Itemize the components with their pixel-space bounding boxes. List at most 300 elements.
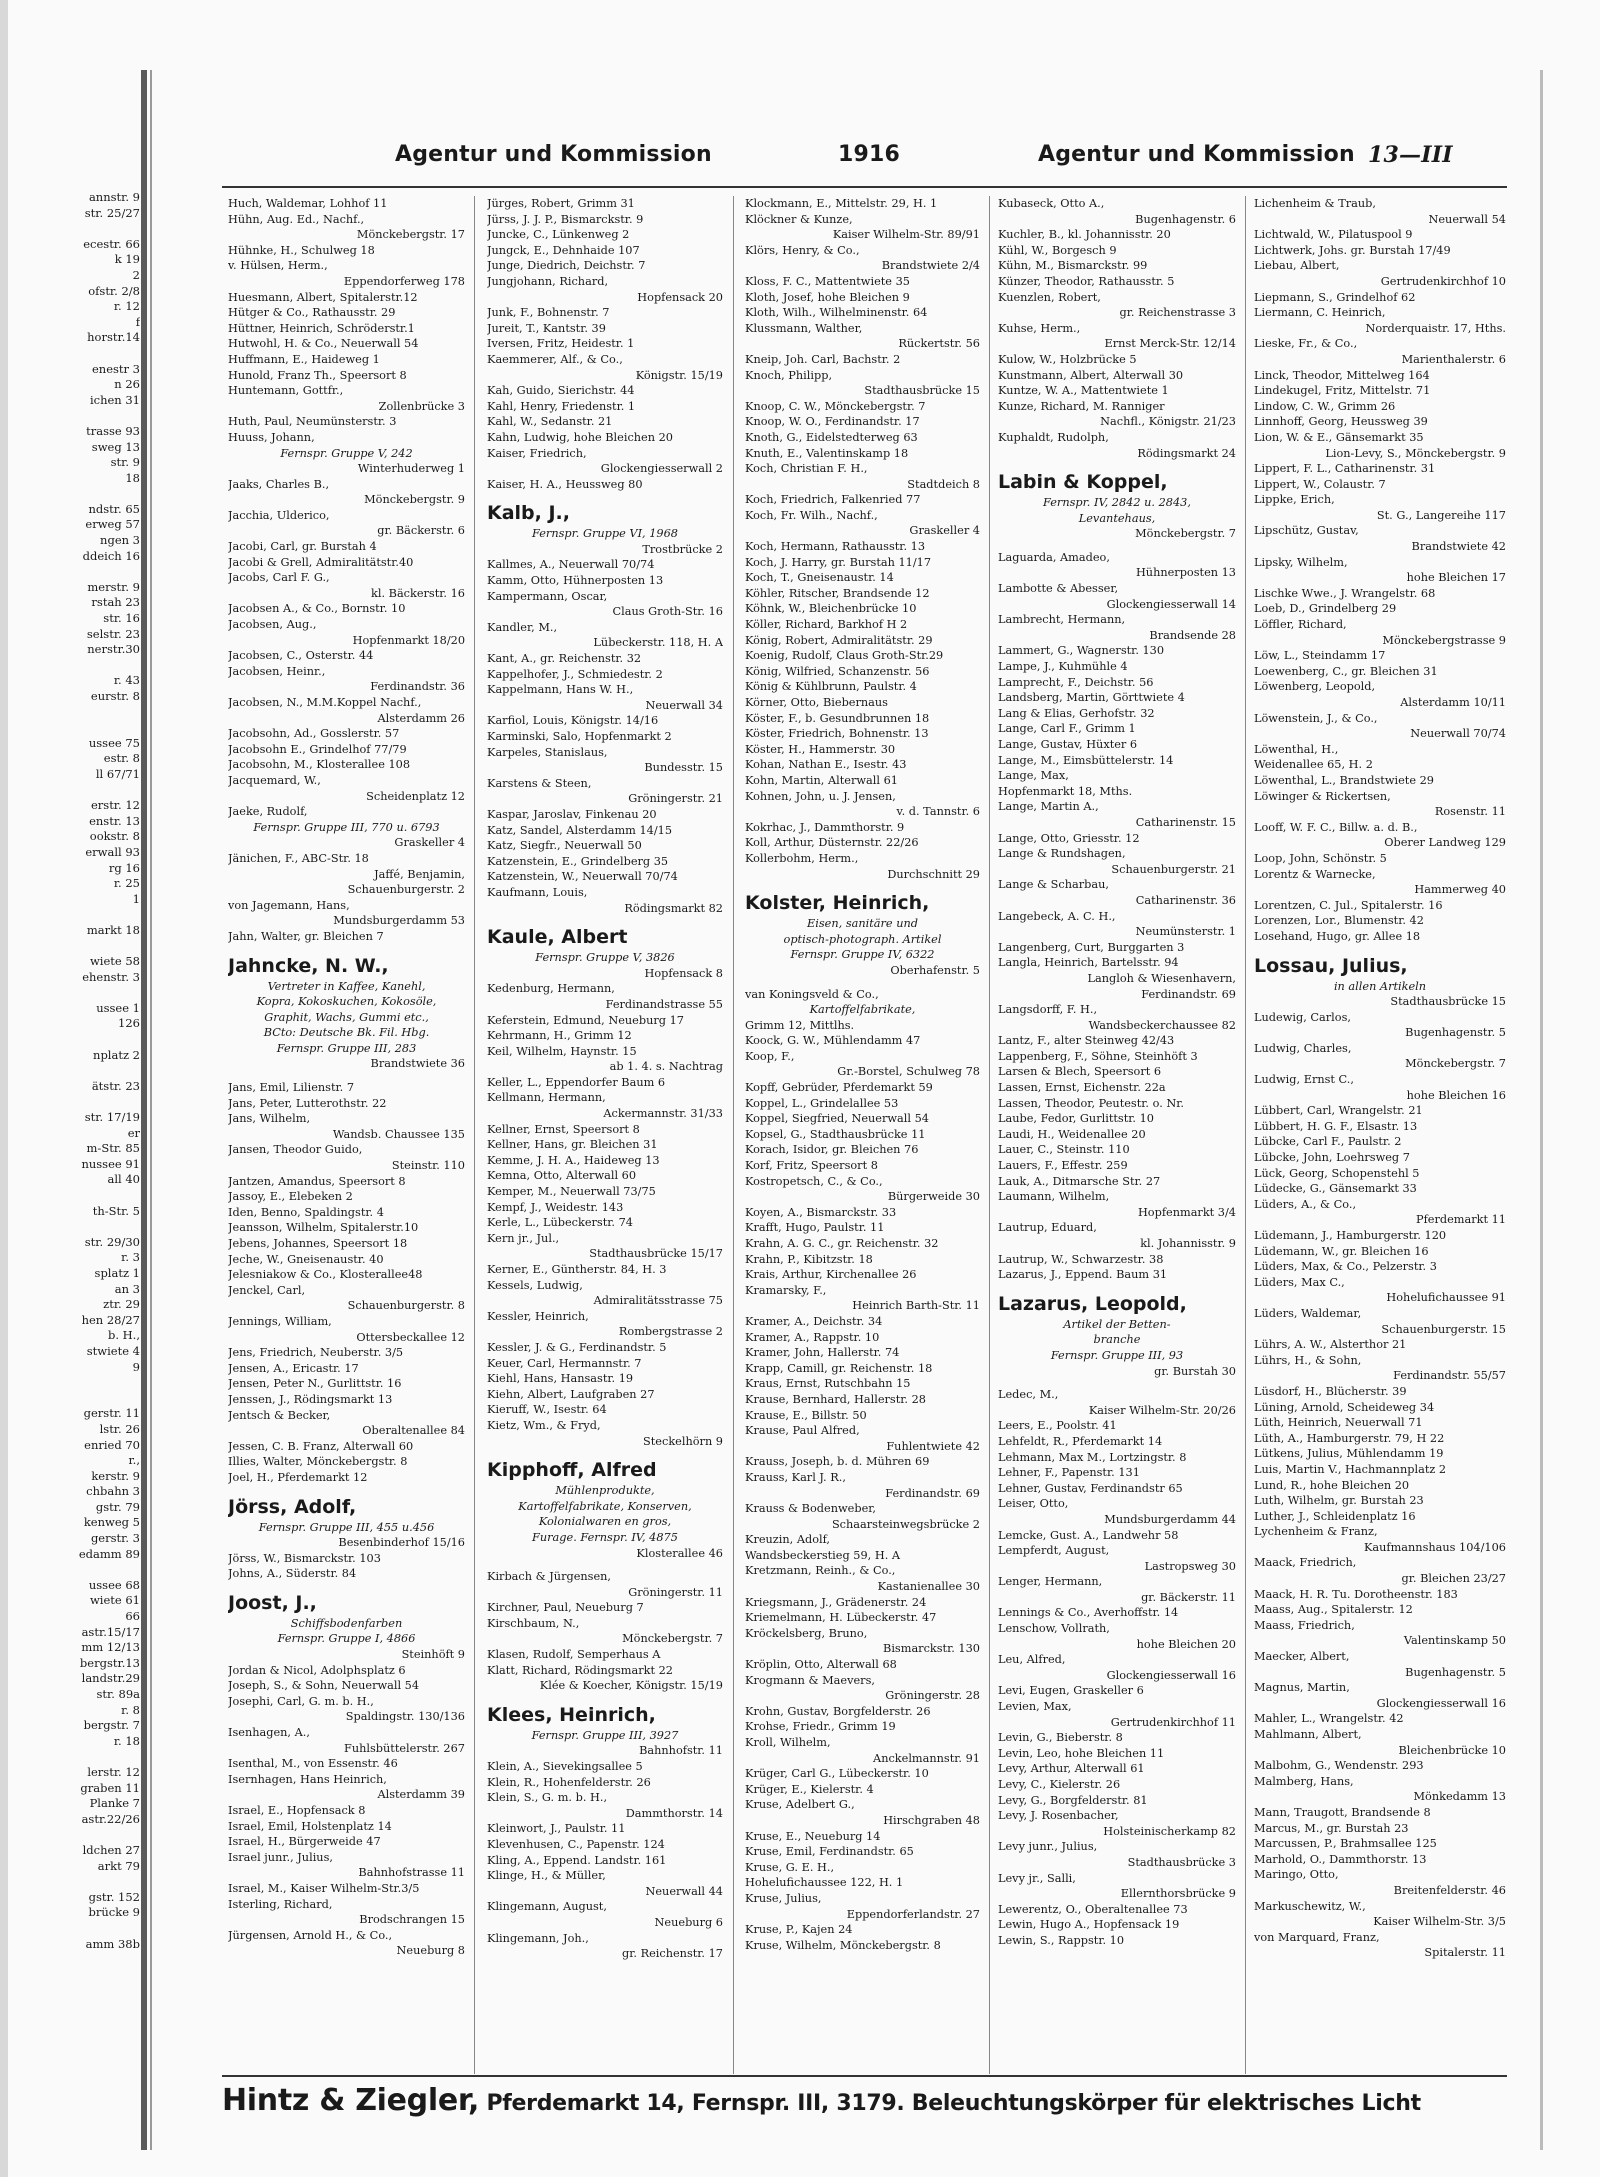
header-year: 1916	[838, 142, 901, 167]
entry-continuation: Schauenburgerstr. 21	[1111, 862, 1236, 876]
directory-entry: Lion, W. & E., Gänsemarkt 35	[1254, 430, 1424, 444]
directory-entry: Kerner, E., Güntherstr. 84, H. 3	[487, 1263, 667, 1276]
directory-entry: Jessen, C. B. Franz, Alterwall 60	[228, 1439, 414, 1453]
entry-continuation: Dammthorstr. 14	[625, 1806, 723, 1820]
prev-column-line: wiete 61	[89, 1593, 140, 1608]
entry-continuation: Mundsburgerdamm 53	[333, 914, 465, 928]
directory-entry: Jacobsohn, M., Klosterallee 108	[228, 758, 411, 772]
prev-column-line: 66	[125, 1609, 140, 1624]
directory-entry: Kedenburg, Hermann,	[487, 982, 615, 996]
directory-entry: Karstens & Steen,	[487, 776, 592, 790]
prev-column-line: eurstr. 8	[90, 689, 140, 703]
entry-continuation: Hammerweg 40	[1414, 883, 1506, 897]
directory-entry: Klörs, Henry, & Co.,	[745, 243, 860, 257]
entry-continuation: Graskeller 4	[909, 524, 980, 538]
directory-entry: Lührs, A. W., Alsterthor 21	[1254, 1338, 1407, 1352]
prev-column-line	[0, 1032, 140, 1048]
prev-column-line	[0, 1188, 140, 1204]
directory-entry: Köster, F., b. Gesundbrunnen 18	[745, 711, 930, 725]
directory-entry: Koch, Christian F. H.,	[745, 462, 868, 476]
directory-entry: Lammert, G., Wagnerstr. 130	[998, 644, 1165, 658]
directory-entry: Kruse, P., Kajen 24	[745, 1923, 853, 1937]
entry-continuation: Durchschnitt 29	[887, 867, 980, 881]
spacer	[487, 1449, 723, 1457]
prev-column-line	[0, 1063, 140, 1079]
firm-description: Fernspr. Gruppe V, 242	[280, 446, 413, 460]
directory-entry: Lange, Gustav, Hüxter 6	[998, 738, 1138, 751]
directory-entry: Liermann, C. Heinrich,	[1254, 306, 1386, 320]
page-spine	[141, 70, 147, 2150]
prev-column-line: lerstr. 12	[87, 1764, 140, 1779]
prev-column-line	[0, 564, 140, 580]
prev-column-line: ehenstr. 3	[82, 969, 140, 984]
directory-entry: Isenhagen, A.,	[228, 1726, 310, 1740]
directory-entry: Lorenzen, Lor., Blumenstr. 42	[1254, 914, 1424, 928]
entry-continuation: Ferdinandstr. 69	[1141, 987, 1236, 1001]
directory-entry: Lüdecke, G., Gänsemarkt 33	[1254, 1182, 1417, 1196]
firm-heading: Lossau, Julius,	[1254, 954, 1408, 977]
directory-entry: Ludewig, Carlos,	[1254, 1010, 1351, 1024]
directory-entry: Krause, Paul Alfred,	[745, 1424, 860, 1438]
directory-entry: Koll, Arthur, Düsternstr. 22/26	[745, 836, 919, 850]
entry-continuation: Bismarckstr. 130	[883, 1642, 980, 1656]
directory-entry: Kohn, Martin, Alterwall 61	[745, 773, 898, 787]
directory-entry: Jürss, J. J. P., Bismarckstr. 9	[487, 212, 644, 226]
prev-column-line: ldchen 27	[82, 1842, 140, 1857]
directory-entry: Knuth, E., Valentinskamp 18	[745, 446, 909, 460]
directory-entry: Kohnen, John, u. J. Jensen,	[745, 789, 896, 803]
entry-continuation: kl. Johannisstr. 9	[1140, 1237, 1236, 1250]
entry-continuation: Ferdinandstrasse 55	[605, 997, 723, 1011]
prev-column-line	[0, 1874, 140, 1890]
directory-entry: Kubaseck, Otto A.,	[998, 197, 1105, 210]
directory-column-2	[487, 196, 723, 2074]
prev-column-line	[0, 1219, 140, 1235]
entry-continuation: Ellernthorsbrücke 9	[1120, 1887, 1236, 1901]
directory-entry: Kokrhac, J., Dammthorstr. 9	[745, 820, 905, 834]
entry-continuation: Rückertstr. 56	[898, 337, 980, 351]
entry-continuation: Mönckebergstr. 9	[364, 493, 465, 507]
prev-column-line: enried 70	[84, 1437, 140, 1452]
directory-entry: Korach, Isidor, gr. Bleichen 76	[745, 1143, 919, 1157]
firm-description: Furage. Fernspr. IV, 4875	[532, 1530, 678, 1544]
entry-continuation: Mönckebergstr. 7	[622, 1632, 723, 1646]
entry-continuation: Kaiser Wilhelm-Str. 89/91	[832, 228, 980, 242]
directory-entry: Jacobs, Carl F. G.,	[228, 571, 330, 585]
directory-entry: Maass, Friedrich,	[1254, 1618, 1355, 1632]
directory-entry: Kamm, Otto, Hühnerposten 13	[487, 574, 664, 588]
directory-entry: Kessler, J. & G., Ferdinandstr. 5	[487, 1340, 667, 1354]
directory-entry: Lemcke, Gust. A., Landwehr 58	[998, 1528, 1179, 1542]
firm-description: Fernspr. Gruppe III, 93	[1050, 1348, 1184, 1362]
prev-column-line	[0, 346, 140, 362]
directory-entry: Jürges, Robert, Grimm 31	[487, 197, 635, 210]
entry-continuation: Rödingsmarkt 24	[1137, 446, 1236, 460]
firm-description: Fernspr. Gruppe III, 455 u.456	[258, 1520, 435, 1534]
directory-entry: Lorentz & Warnecke,	[1254, 867, 1376, 881]
directory-entry: Löwenthal, H.,	[1254, 742, 1339, 756]
directory-entry: Jungck, E., Dehnhaide 107	[487, 243, 640, 257]
firm-description: Fernspr. Gruppe III, 770 u. 6793	[253, 820, 440, 834]
prev-column-line: wiete 58	[89, 954, 140, 969]
directory-entry: Kramer, John, Hallerstr. 74	[745, 1346, 900, 1360]
prev-column-line: amm 38b	[85, 1936, 140, 1951]
directory-entry: Jacobsen A., & Co., Bornstr. 10	[228, 602, 406, 616]
directory-entry: Klein, R., Hohenfelderstr. 26	[487, 1775, 651, 1789]
directory-entry: Lichtwerk, Johs. gr. Burstah 17/49	[1254, 243, 1451, 257]
entry-continuation: Kaiser Wilhelm-Str. 3/5	[1373, 1915, 1506, 1929]
directory-entry: Malbohm, G., Wendenstr. 293	[1254, 1759, 1424, 1773]
directory-entry: Kretzmann, Reinh., & Co.,	[745, 1564, 896, 1578]
directory-entry: Krauss, Joseph, b. d. Mühren 69	[745, 1455, 930, 1469]
directory-entry: Hunold, Franz Th., Speersort 8	[228, 368, 407, 382]
directory-entry: van Koningsveld & Co.,	[745, 987, 879, 1001]
directory-entry: Kahl, W., Sedanstr. 21	[487, 415, 613, 429]
prev-column-line: ussee 68	[88, 1577, 140, 1592]
directory-entry: Jebens, Johannes, Speersort 18	[228, 1237, 408, 1250]
prev-column-line: astr.22/26	[81, 1811, 140, 1826]
directory-entry: Kern jr., Jul.,	[487, 1231, 560, 1245]
directory-entry: Lüsdorf, H., Blücherstr. 39	[1254, 1384, 1407, 1398]
directory-entry: Jennings, William,	[228, 1314, 332, 1328]
directory-entry: Koyen, A., Bismarckstr. 33	[745, 1205, 897, 1219]
entry-continuation: Bleichenbrücke 10	[1398, 1743, 1506, 1757]
directory-entry: Lück, Georg, Schopenstehl 5	[1254, 1166, 1420, 1180]
directory-entry: Kietz, Wm., & Fryd,	[487, 1418, 601, 1432]
prev-column-line: erwall 93	[85, 844, 140, 859]
footer-firm: Hintz & Ziegler,	[222, 2083, 480, 2118]
directory-entry: Weidenallee 65, H. 2	[1254, 758, 1373, 772]
directory-entry: Klockmann, E., Mittelstr. 29, H. 1	[745, 197, 938, 210]
directory-entry: Kramer, A., Rappstr. 10	[745, 1330, 880, 1344]
directory-entry: Jureit, T., Kantstr. 39	[487, 321, 606, 335]
directory-entry: Lempferdt, August,	[998, 1544, 1110, 1558]
entry-continuation: Neueburg 6	[654, 1915, 723, 1929]
directory-entry: Lennings & Co., Averhoffstr. 14	[998, 1606, 1179, 1620]
directory-entry: Klussmann, Walther,	[745, 321, 863, 335]
firm-description: Mühlenprodukte,	[555, 1484, 655, 1498]
directory-entry: Hohelufichaussee 122, H. 1	[745, 1876, 904, 1890]
prev-column-line: gstr. 152	[88, 1889, 140, 1904]
directory-entry: Kappelmann, Hans W. H.,	[487, 683, 634, 697]
footer-rule	[222, 2075, 1507, 2077]
directory-entry: Kaemmerer, Alf., & Co.,	[487, 352, 623, 366]
prev-column-line: 9	[132, 1359, 140, 1374]
entry-continuation: Ernst Merck-Str. 12/14	[1104, 337, 1236, 351]
firm-description: Levantehaus,	[1078, 511, 1156, 525]
entry-continuation: Neueburg 8	[396, 1944, 465, 1958]
directory-entry: Kuhse, Herm.,	[998, 321, 1081, 335]
prev-column-line	[0, 486, 140, 502]
prev-column-line: gstr. 79	[95, 1499, 140, 1514]
spacer	[1254, 945, 1506, 953]
directory-entry: Levy, C., Kielerstr. 26	[998, 1778, 1121, 1791]
directory-entry: Kellmann, Hermann,	[487, 1091, 606, 1105]
directory-entry: Lübbert, Carl, Wrangelstr. 21	[1254, 1104, 1423, 1118]
firm-heading: Kalb, J.,	[487, 502, 570, 525]
directory-entry: Lenger, Hermann,	[998, 1575, 1103, 1589]
directory-entry: Löwinger & Rickertsen,	[1254, 789, 1391, 803]
prev-column-line: n 26	[114, 377, 140, 392]
directory-entry: Juncke, C., Lünkenweg 2	[487, 228, 630, 242]
entry-continuation: Anckelmannstr. 91	[873, 1751, 980, 1765]
entry-continuation: Steinstr. 110	[391, 1159, 465, 1173]
entry-continuation: Spitalerstr. 11	[1424, 1946, 1506, 1960]
prev-column-line: kenweg 5	[83, 1515, 140, 1530]
directory-entry: Koppel, Siegfried, Neuerwall 54	[745, 1112, 929, 1126]
directory-entry: Klingemann, Joh.,	[487, 1931, 589, 1945]
directory-entry: Losehand, Hugo, gr. Allee 18	[1254, 929, 1421, 943]
directory-entry: Marhold, O., Dammthorstr. 13	[1254, 1852, 1427, 1866]
directory-entry: Huntemann, Gottfr.,	[228, 384, 344, 398]
directory-entry: Kriemelmann, H. Lübeckerstr. 47	[745, 1611, 937, 1625]
entry-continuation: Steinhöft 9	[401, 1648, 465, 1662]
prev-column-line: er	[127, 1125, 140, 1140]
prev-column-line: brücke 9	[88, 1905, 140, 1920]
directory-entry: Lewin, Hugo A., Hopfensack 19	[998, 1918, 1180, 1932]
directory-entry: Markuschewitz, W.,	[1254, 1899, 1366, 1913]
entry-continuation: Bürgerweide 30	[887, 1190, 980, 1204]
entry-continuation: Kaufmannshaus 104/106	[1363, 1540, 1506, 1554]
prev-column-line	[0, 1827, 140, 1843]
entry-continuation: Mönckebergstrasse 9	[1382, 633, 1506, 647]
entry-continuation: gr. Reichenstrasse 3	[1119, 306, 1236, 320]
prev-column-line: an 3	[114, 1281, 140, 1296]
directory-entry: Lichtwald, W., Pilatuspool 9	[1254, 228, 1413, 242]
directory-entry: Mann, Traugott, Brandsende 8	[1254, 1805, 1431, 1819]
directory-entry: Kunze, Richard, M. Ranniger	[998, 399, 1165, 413]
directory-entry: Leu, Alfred,	[998, 1653, 1066, 1667]
directory-entry: Landsberg, Martin, Görttwiete 4	[998, 691, 1185, 705]
directory-entry: Kühl, W., Borgesch 9	[998, 243, 1117, 257]
directory-entry: Kant, A., gr. Reichenstr. 32	[487, 652, 642, 666]
prev-column-line: erstr. 12	[90, 798, 140, 813]
directory-entry: Israel, H., Bürgerweide 47	[228, 1835, 381, 1849]
directory-entry: Leiser, Otto,	[998, 1497, 1069, 1511]
entry-continuation: Mundsburgerdamm 44	[1104, 1512, 1236, 1526]
entry-continuation: Lastropsweg 30	[1144, 1559, 1236, 1573]
entry-continuation: ab 1. 4. s. Nachtrag	[609, 1060, 723, 1074]
directory-column-3	[745, 196, 980, 2074]
directory-entry: Kruse, Emil, Ferdinandstr. 65	[745, 1845, 914, 1859]
directory-entry: Levy junr., Julius,	[998, 1840, 1098, 1854]
entry-continuation: Brandstwiete 2/4	[881, 259, 980, 273]
directory-entry: Kriegsmann, J., Grädenerstr. 24	[745, 1595, 927, 1609]
prev-column-line: str. 89a	[96, 1687, 140, 1701]
prev-column-line: arkt 79	[97, 1858, 140, 1873]
directory-entry: Loewenberg, C., gr. Bleichen 31	[1254, 664, 1438, 678]
entry-continuation: Stadthausbrücke 15/17	[589, 1247, 723, 1261]
prev-column-line: ll 67/71	[95, 766, 140, 781]
entry-continuation: Ackermannstr. 31/33	[603, 1107, 723, 1121]
directory-entry: Kloth, Josef, hohe Bleichen 9	[745, 290, 910, 304]
directory-entry: Lübcke, Carl F., Paulstr. 2	[1254, 1135, 1402, 1149]
prev-column-line: nussee 91	[81, 1156, 140, 1171]
prev-column-line: all 40	[107, 1172, 140, 1187]
directory-entry: Joel, H., Pferdemarkt 12	[228, 1470, 368, 1484]
directory-entry: Jungjohann, Richard,	[487, 274, 609, 288]
entry-continuation: Hopfensack 20	[637, 290, 723, 304]
spacer	[487, 1561, 723, 1569]
entry-continuation: Lübeckerstr. 118, H. A	[593, 636, 723, 650]
entry-continuation: Brodschrangen 15	[359, 1913, 465, 1927]
directory-entry: Larsen & Blech, Speersort 6	[998, 1065, 1162, 1079]
firm-heading: Joost, J.,	[228, 1591, 317, 1614]
directory-entry: Jaaks, Charles B.,	[228, 477, 330, 491]
firm-heading: Jörss, Adolf,	[228, 1495, 357, 1518]
directory-entry: Köller, Richard, Barkhof H 2	[745, 618, 908, 632]
prev-column-line	[0, 1562, 140, 1578]
directory-entry: Lamprecht, F., Deichstr. 56	[998, 675, 1154, 689]
prev-column-line: str. 25/27	[84, 205, 140, 220]
directory-entry: Kemme, J. H. A., Haideweg 13	[487, 1153, 660, 1167]
directory-entry: Lorentzen, C. Jul., Spitalerstr. 16	[1254, 898, 1443, 912]
entry-continuation: Klosterallee 46	[636, 1546, 723, 1560]
directory-entry: Jacquemard, W.,	[228, 773, 321, 787]
spacer	[745, 882, 980, 890]
entry-continuation: Langloh & Wiesenhavern,	[1087, 971, 1236, 985]
prev-column-line: astr.15/17	[81, 1624, 140, 1639]
directory-entry: Klevenhusen, C., Papenstr. 124	[487, 1838, 665, 1851]
entry-continuation: Wandsbeckerchaussee 82	[1088, 1018, 1236, 1032]
directory-entry: v. Hülsen, Herm.,	[228, 259, 328, 273]
entry-continuation: Neumünsterstr. 1	[1135, 925, 1236, 939]
directory-entry: Jensen, A., Ericastr. 17	[228, 1361, 359, 1375]
entry-continuation: Marienthalerstr. 6	[1401, 352, 1506, 366]
directory-entry: Koch, J. Harry, gr. Burstah 11/17	[745, 555, 932, 569]
firm-description: Fernspr. Gruppe III, 283	[276, 1041, 417, 1055]
directory-entry: Kandler, M.,	[487, 620, 558, 634]
directory-entry: Lewin, S., Rappstr. 10	[998, 1933, 1125, 1947]
prev-column-line: graben 11	[80, 1780, 140, 1795]
directory-entry: Löwenstein, J., & Co.,	[1254, 711, 1378, 725]
entry-continuation: Besenbinderhof 15/16	[338, 1536, 465, 1550]
spacer	[228, 945, 465, 953]
directory-entry: Krafft, Hugo, Paulstr. 11	[745, 1221, 885, 1235]
directory-entry: Kirchner, Paul, Neueburg 7	[487, 1601, 644, 1615]
prev-column-line	[0, 1375, 140, 1391]
directory-entry: Jacobi, Carl, gr. Burstah 4	[228, 540, 377, 554]
directory-entry: Lübcke, John, Loehrsweg 7	[1254, 1151, 1410, 1165]
prev-column-line: stwiete 4	[86, 1343, 140, 1358]
prev-column-line: nplatz 2	[93, 1047, 140, 1062]
directory-entry: Künzer, Theodor, Rathausstr. 5	[998, 274, 1175, 288]
directory-entry: Jacobsen, Aug.,	[228, 618, 317, 632]
directory-entry: Israel, E., Hopfensack 8	[228, 1804, 366, 1817]
entry-continuation: Stadthausbrücke 3	[1127, 1855, 1236, 1869]
prev-column-line: str. 9	[110, 455, 140, 470]
directory-entry: Lütkens, Julius, Mühlendamm 19	[1254, 1447, 1444, 1461]
entry-continuation: Hirschgraben 48	[883, 1813, 980, 1827]
directory-entry: Isernhagen, Hans Heinrich,	[228, 1772, 387, 1786]
directory-entry: Lüdemann, J., Hamburgerstr. 120	[1254, 1229, 1447, 1242]
directory-entry: Iden, Benno, Spaldingstr. 4	[228, 1205, 384, 1219]
directory-entry: Kerle, L., Lübeckerstr. 74	[487, 1216, 633, 1230]
prev-column-line: r. 12	[113, 299, 140, 314]
firm-heading: Kipphoff, Alfred	[487, 1459, 657, 1482]
prev-column-line: enstr. 13	[89, 813, 140, 828]
prev-column-line: sweg 13	[91, 439, 140, 454]
entry-continuation: gr. Bäckerstr. 11	[1141, 1590, 1236, 1604]
directory-entry: Lippert, W., Colaustr. 7	[1254, 477, 1386, 491]
directory-entry: Luther, J., Schleidenplatz 16	[1254, 1509, 1416, 1523]
directory-entry: Kulow, W., Holzbrücke 5	[998, 352, 1137, 366]
directory-entry: Israel, Emil, Holstenplatz 14	[228, 1819, 392, 1833]
directory-entry: Lassen, Theodor, Peutestr. o. Nr.	[998, 1096, 1185, 1110]
previous-page-column	[0, 190, 140, 2060]
directory-entry: Kreuzin, Adolf,	[745, 1533, 830, 1547]
prev-column-line: ichen 31	[89, 392, 140, 407]
prev-column-line	[0, 408, 140, 424]
directory-entry: Magnus, Martin,	[1254, 1681, 1350, 1695]
entry-continuation: Rödingsmarkt 82	[624, 901, 723, 915]
directory-entry: König, Robert, Admiralitätstr. 29	[745, 633, 933, 647]
prev-column-line: chbahn 3	[86, 1484, 140, 1499]
entry-continuation: Fuhlentwiete 42	[886, 1439, 980, 1453]
directory-entry: Kramer, A., Deichstr. 34	[745, 1314, 883, 1328]
directory-entry: Illies, Walter, Mönckebergstr. 8	[228, 1455, 408, 1469]
directory-entry: Lange, Otto, Griesstr. 12	[998, 831, 1140, 845]
entry-continuation: Heinrich Barth-Str. 11	[852, 1299, 980, 1313]
directory-entry: Ludwig, Charles,	[1254, 1041, 1352, 1055]
directory-entry: Liebau, Albert,	[1254, 259, 1340, 273]
entry-continuation: Claus Groth-Str. 16	[612, 605, 723, 619]
directory-entry: Laudi, H., Weidenallee 20	[998, 1127, 1146, 1141]
directory-entry: Knoop, W. O., Ferdinandstr. 17	[745, 415, 920, 429]
entry-continuation: Alsterdamm 10/11	[1400, 696, 1506, 709]
prev-column-line: ngen 3	[100, 533, 140, 548]
directory-entry: Kaufmann, Louis,	[487, 885, 588, 899]
directory-entry: Lantz, F., alter Steinweg 42/43	[998, 1034, 1175, 1048]
directory-entry: Lehfeldt, R., Pferdemarkt 14	[998, 1434, 1163, 1448]
directory-entry: Lischke Wwe., J. Wrangelstr. 68	[1254, 586, 1436, 600]
directory-entry: Korf, Fritz, Speersort 8	[745, 1159, 878, 1173]
directory-entry: Jelesniakow & Co., Klosterallee48	[228, 1268, 423, 1282]
entry-continuation: hohe Bleichen 17	[1406, 571, 1506, 585]
directory-entry: Huffmann, E., Haideweg 1	[228, 352, 380, 366]
directory-entry: Wandsbeckerstieg 59, H. A	[745, 1548, 901, 1562]
directory-entry: Lautrup, Eduard,	[998, 1221, 1097, 1235]
prev-column-line: trasse 93	[86, 423, 140, 438]
entry-continuation: Neuerwall 44	[645, 1884, 723, 1898]
entry-continuation: Oberaltenallee 84	[362, 1424, 465, 1438]
entry-continuation: Gröningerstr. 21	[628, 792, 723, 806]
directory-entry: Koch, Hermann, Rathausstr. 13	[745, 540, 926, 554]
directory-entry: Jacobi & Grell, Admiralitätstr.40	[228, 555, 414, 569]
directory-entry: Katzenstein, W., Neuerwall 70/74	[487, 870, 678, 884]
directory-entry: Luth, Wilhelm, gr. Burstah 23	[1254, 1494, 1424, 1508]
entry-continuation: Brandsende 28	[1149, 628, 1236, 642]
entry-continuation: Gröningerstr. 11	[628, 1585, 723, 1599]
directory-entry: Kellner, Hans, gr. Bleichen 31	[487, 1138, 658, 1152]
entry-continuation: hohe Bleichen 16	[1406, 1088, 1506, 1102]
entry-continuation: Schauenburgerstr. 8	[347, 1299, 465, 1313]
prev-column-line: merstr. 9	[87, 579, 140, 594]
directory-entry: Jans, Wilhelm,	[228, 1112, 311, 1126]
directory-entry: Loeb, D., Grindelberg 29	[1254, 602, 1397, 616]
prev-column-line: gerstr. 11	[83, 1406, 140, 1421]
entry-continuation: Schauenburgerstr. 15	[1381, 1322, 1506, 1336]
entry-continuation: Bugenhagenstr. 5	[1405, 1665, 1506, 1679]
entry-continuation: Bahnhofstrasse 11	[358, 1866, 465, 1880]
entry-continuation: Kastanienallee 30	[877, 1580, 980, 1594]
directory-entry: Kampermann, Oscar,	[487, 589, 608, 603]
prev-column-line	[0, 907, 140, 923]
entry-continuation: Eppendorferweg 178	[343, 274, 465, 288]
directory-entry: Kruse, E., Neueburg 14	[745, 1829, 881, 1843]
directory-entry: Kopff, Gebrüder, Pferdemarkt 59	[745, 1081, 933, 1095]
directory-entry: Krais, Arthur, Kirchenallee 26	[745, 1268, 917, 1282]
